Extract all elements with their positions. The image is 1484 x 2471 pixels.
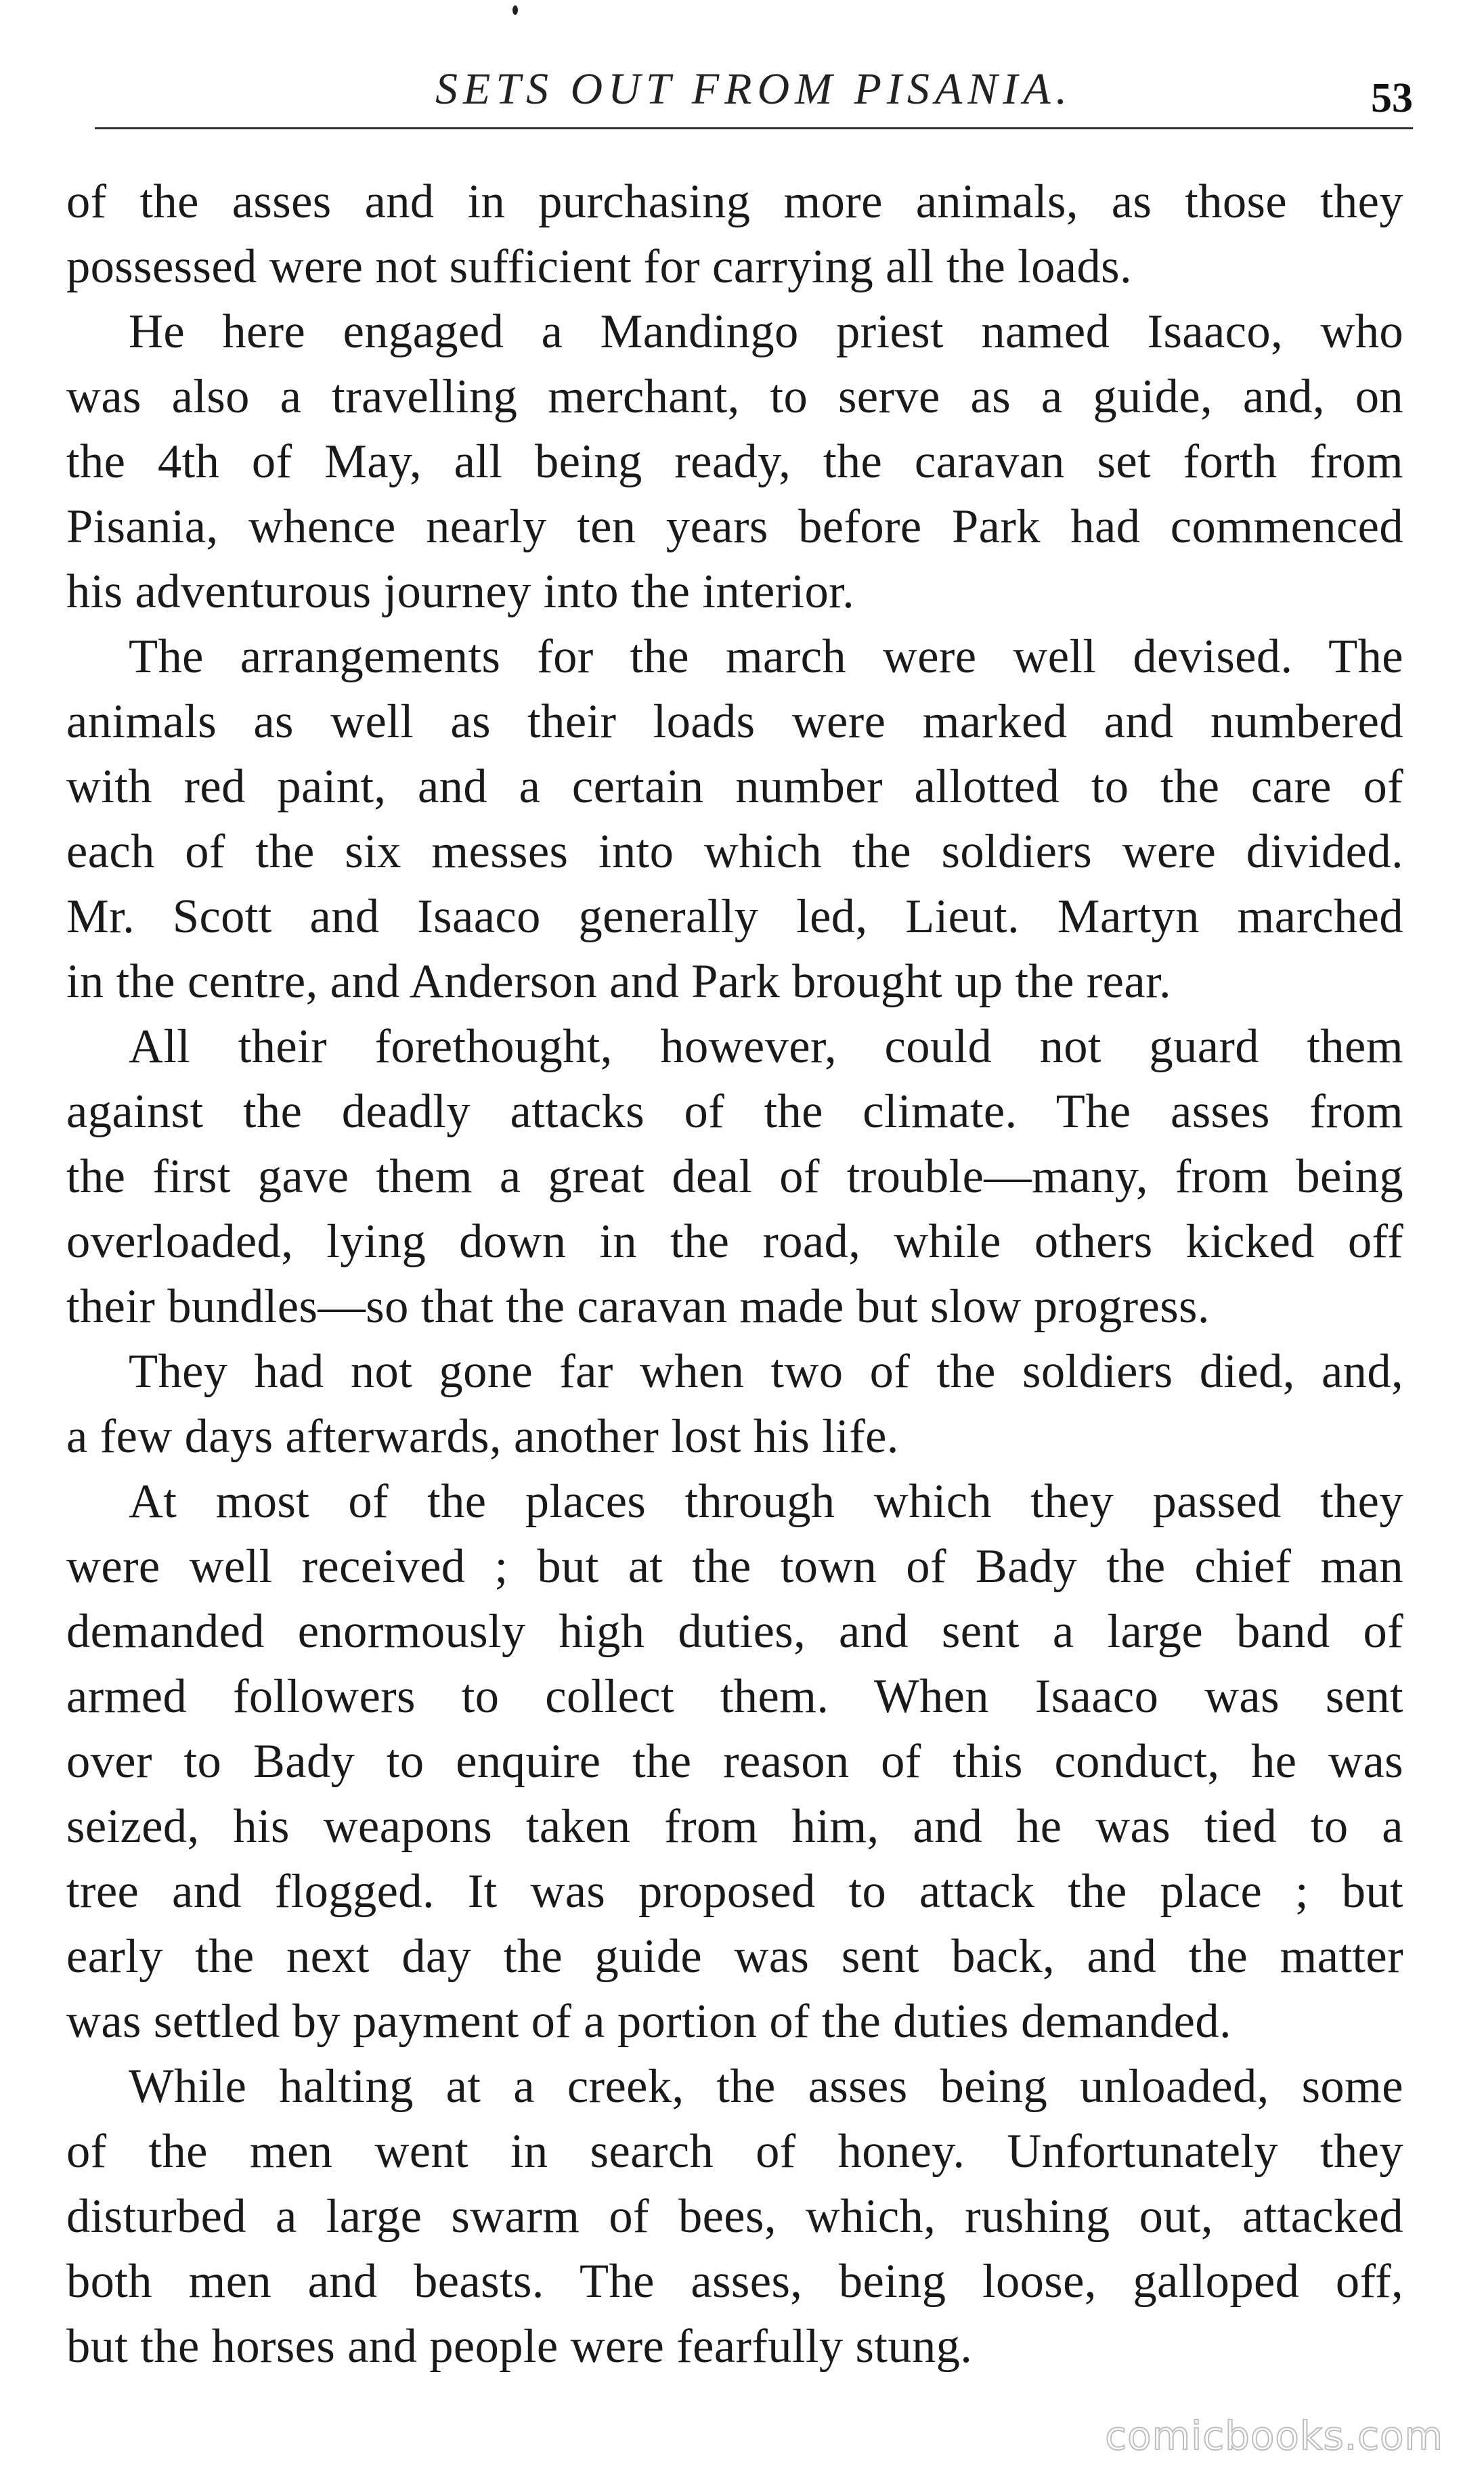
text-line: He here engaged a Mandingo priest named Isaaco, who <box>129 305 1403 358</box>
text-line: tree and flogged. It was proposed to attack the place ; but <box>66 1865 1403 1918</box>
paragraph <box>66 1014 1403 1339</box>
text-line: Pisania, whence nearly ten years before Park had commenced <box>66 500 1403 553</box>
paragraph <box>66 299 1403 624</box>
text-line: was settled by payment of a portion of the duties demanded. <box>66 1995 1232 2048</box>
text-line: of the asses and in purchasing more animals, as those they <box>66 175 1403 228</box>
text-line: against the deadly attacks of the climate. The asses from <box>66 1085 1403 1138</box>
paragraph <box>66 1339 1403 1469</box>
text-line: his adventurous journey into the interior. <box>66 565 855 618</box>
text-line: with red paint, and a certain number allotted to the care of <box>66 760 1403 813</box>
text-line: but the horses and people were fearfully stung. <box>66 2320 973 2373</box>
text-line: possessed were not sufficient for carrying all the loads. <box>66 240 1133 293</box>
text-line: disturbed a large swarm of bees, which, rushing out, attacked <box>66 2190 1403 2243</box>
paragraph <box>66 1469 1403 2054</box>
text-line: each of the six messes into which the soldiers were divided. <box>66 825 1403 878</box>
text-line: a few days afterwards, another lost his life. <box>66 1410 899 1463</box>
print-speck <box>512 5 518 15</box>
paragraph <box>66 2054 1403 2379</box>
paragraph <box>66 624 1403 1014</box>
text-line: They had not gone far when two of the soldiers died, and, <box>129 1345 1403 1398</box>
header-rule <box>95 127 1413 129</box>
text-line: armed followers to collect them. When Isaaco was sent <box>66 1670 1403 1723</box>
text-line: At most of the places through which they passed they <box>129 1475 1403 1528</box>
text-line: Mr. Scott and Isaaco generally led, Lieut. Martyn marched <box>66 890 1403 943</box>
text-line: both men and beasts. The asses, being loose, galloped off, <box>66 2255 1403 2308</box>
text-line: their bundles—so that the caravan made but slow progress. <box>66 1280 1210 1333</box>
text-line: The arrangements for the march were well devised. The <box>129 630 1403 683</box>
text-line: in the centre, and Anderson and Park brought up the rear. <box>66 955 1172 1008</box>
paragraph <box>66 169 1403 299</box>
running-title: SETS OUT FROM PISANIA. <box>435 64 1073 114</box>
text-line: early the next day the guide was sent back, and the matter <box>66 1930 1403 1983</box>
text-line: demanded enormously high duties, and sent a large band of <box>66 1605 1403 1658</box>
text-line: All their forethought, however, could not guard them <box>129 1020 1403 1073</box>
running-head <box>95 56 1413 130</box>
page-number: 53 <box>1371 75 1413 121</box>
text-line: animals as well as their loads were marked and numbered <box>66 695 1403 748</box>
body-text <box>66 169 1403 2379</box>
watermark: comicbooks.com <box>1105 2413 1443 2459</box>
text-line: overloaded, lying down in the road, while others kicked off <box>66 1215 1403 1268</box>
text-line: were well received ; but at the town of Bady the chief man <box>66 1540 1403 1593</box>
text-line: over to Bady to enquire the reason of this conduct, he was <box>66 1735 1403 1788</box>
text-line: seized, his weapons taken from him, and he was tied to a <box>66 1800 1403 1853</box>
text-line: While halting at a creek, the asses being unloaded, some <box>129 2060 1403 2113</box>
text-line: the first gave them a great deal of trouble—many, from being <box>66 1150 1403 1203</box>
text-line: was also a travelling merchant, to serve as a guide, and, on <box>66 370 1403 423</box>
text-line: of the men went in search of honey. Unfortunately they <box>66 2125 1403 2178</box>
text-line: the 4th of May, all being ready, the caravan set forth from <box>66 435 1403 488</box>
